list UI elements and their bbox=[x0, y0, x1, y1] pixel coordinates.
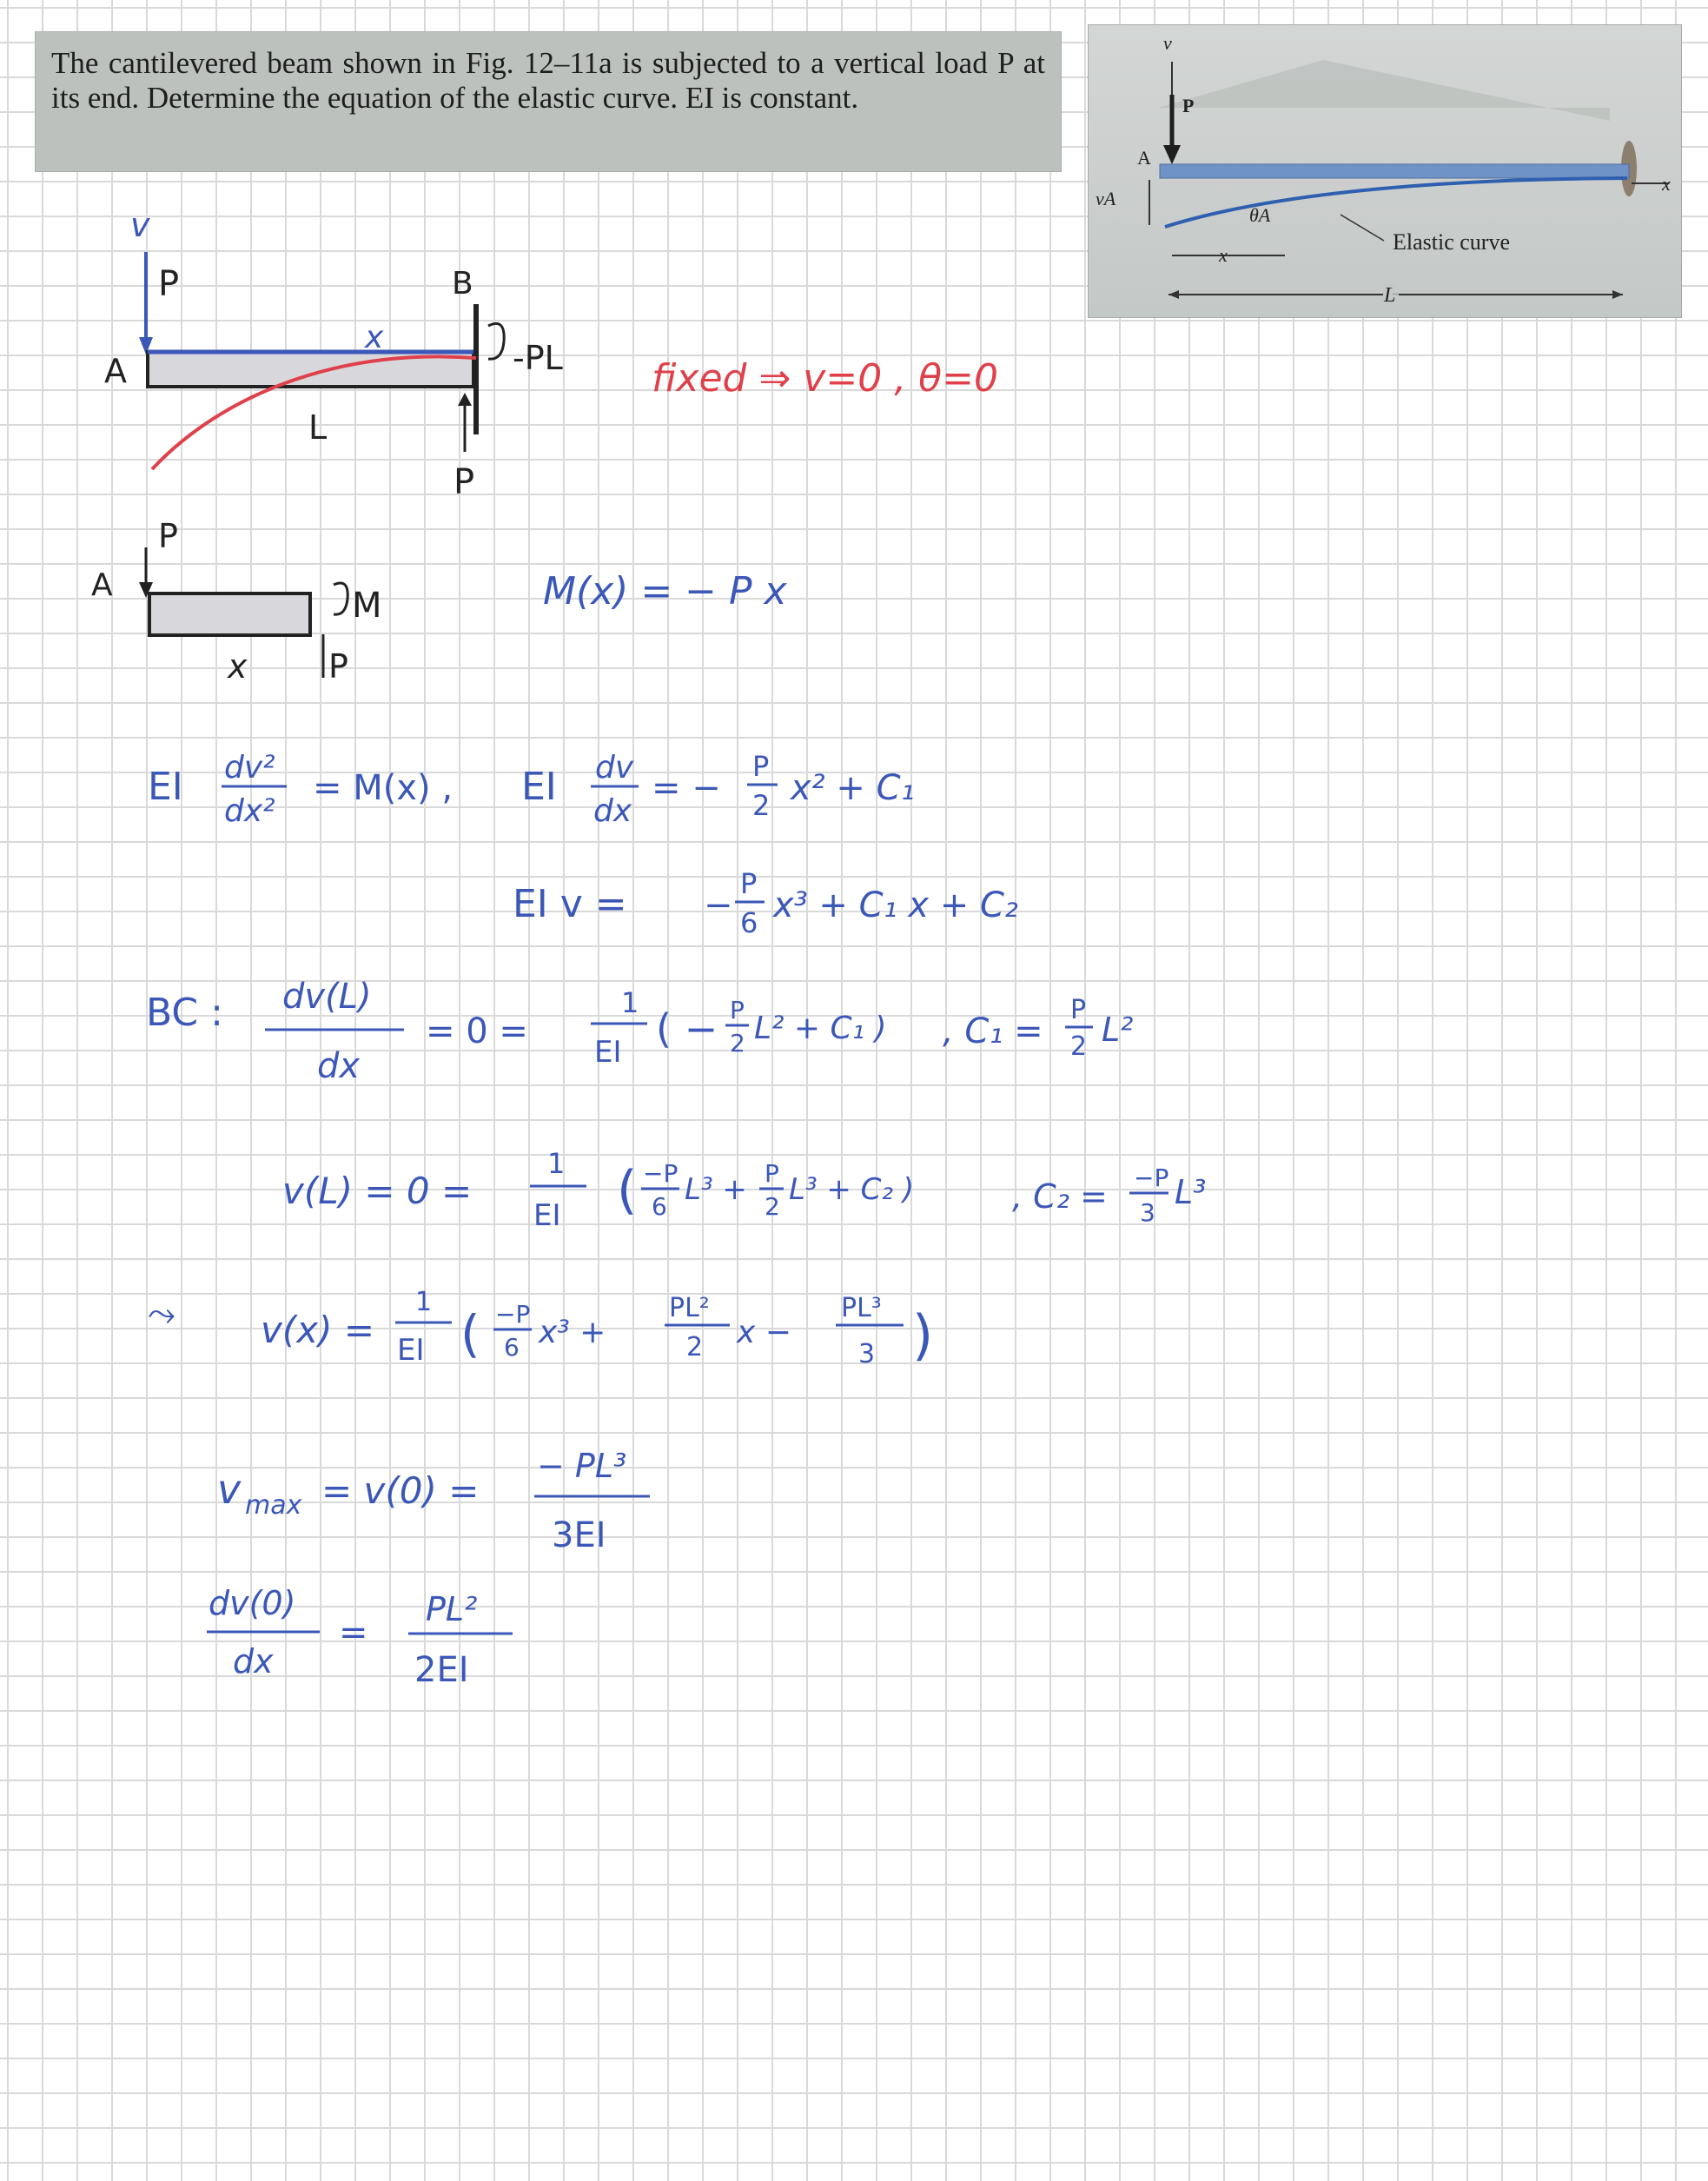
bc1-c1-den: 2 bbox=[1070, 1031, 1088, 1062]
eq1-denominator: dx² bbox=[224, 793, 275, 829]
vmax-denominator: 3EI bbox=[552, 1515, 606, 1555]
bc1-EI: EI bbox=[594, 1035, 622, 1070]
bc1-p-den: 2 bbox=[730, 1029, 745, 1057]
free-body-diagram bbox=[91, 517, 788, 686]
load-P-label: P bbox=[1182, 95, 1195, 116]
solution-f3-den: 3 bbox=[858, 1339, 876, 1369]
solution-f1-den: 6 bbox=[504, 1333, 520, 1362]
eq2-tail: x² + C₁ bbox=[791, 768, 915, 808]
fbd-moment-label: M bbox=[352, 586, 382, 626]
eq1-numerator: dv² bbox=[224, 750, 275, 786]
solution-open: ( bbox=[460, 1304, 480, 1363]
eq3-frac-den: 6 bbox=[740, 906, 758, 939]
sketch-moment-label: -PL bbox=[513, 339, 563, 377]
beam-sketch bbox=[104, 206, 998, 502]
x-dimension-label: x bbox=[1219, 244, 1228, 266]
slope-numerator: dv(0) bbox=[209, 1584, 296, 1622]
boundary-condition-2 bbox=[282, 1147, 1206, 1233]
bc2-tail: L³ + C₂ ) bbox=[789, 1172, 915, 1207]
sketch-x-label: x bbox=[365, 320, 384, 355]
bc1-c1-num: P bbox=[1070, 995, 1087, 1025]
sketch-load-label: P bbox=[158, 264, 180, 304]
eq1-rhs: = M(x) , bbox=[313, 768, 453, 808]
x-axis-label: x bbox=[1662, 173, 1671, 195]
solution-lhs: v(x) = bbox=[261, 1309, 375, 1351]
eq2-denominator: dx bbox=[593, 793, 632, 829]
solution-arrow: ⤳ bbox=[148, 1294, 175, 1334]
bc2-f2-den: 2 bbox=[765, 1192, 780, 1221]
bc2-c2-den: 3 bbox=[1140, 1198, 1155, 1227]
sketch-point-B: B bbox=[452, 266, 473, 302]
sketch-v-label: v bbox=[130, 206, 150, 244]
eq2-numerator: dv bbox=[595, 750, 634, 786]
bc2-c2-label: , C₂ = bbox=[1012, 1177, 1108, 1216]
solution-EI: EI bbox=[397, 1333, 425, 1368]
eq2-EI: EI bbox=[521, 765, 557, 809]
fbd-x-label: x bbox=[228, 647, 248, 686]
L-dimension-label: L bbox=[1384, 284, 1396, 307]
bc1-tail: L² + C₁ ) bbox=[754, 1011, 887, 1046]
vmax-v: v bbox=[217, 1466, 242, 1513]
eq3-frac-num: P bbox=[740, 867, 758, 900]
fixed-support-note: fixed ⇒ v=0 , θ=0 bbox=[652, 356, 998, 401]
solution-close: ) bbox=[912, 1303, 934, 1367]
fbd-reaction-label: P bbox=[328, 647, 348, 686]
bc1-paren: ( − bbox=[656, 1005, 718, 1052]
vA-label: vA bbox=[1096, 188, 1116, 209]
sketch-length-label: L bbox=[308, 408, 328, 447]
bc-label: BC : bbox=[146, 991, 223, 1035]
solution-t1: x³ + bbox=[539, 1315, 606, 1350]
thetaA-label: θA bbox=[1249, 204, 1271, 226]
bc2-f1-den: 6 bbox=[652, 1192, 667, 1221]
slope-rhs-denominator: 2EI bbox=[414, 1650, 469, 1690]
slope-rhs-numerator: PL² bbox=[426, 1590, 478, 1628]
bc2-f1-num: −P bbox=[643, 1159, 679, 1188]
boundary-condition-1 bbox=[146, 977, 1133, 1086]
point-A-label: A bbox=[1137, 147, 1151, 169]
fbd-beam-segment bbox=[149, 593, 310, 635]
elastic-curve-label: Elastic curve bbox=[1393, 229, 1510, 255]
bc1-denominator: dx bbox=[317, 1046, 361, 1086]
bc2-one: 1 bbox=[547, 1147, 566, 1180]
bc1-p-num: P bbox=[730, 996, 745, 1024]
bc2-c2-tail: L³ bbox=[1175, 1173, 1207, 1211]
fbd-point-A: A bbox=[91, 567, 113, 603]
sketch-reaction-arrowhead bbox=[458, 393, 472, 406]
solution-one: 1 bbox=[415, 1287, 433, 1317]
fbd-load-label: P bbox=[158, 517, 178, 555]
sketch-reaction-label: P bbox=[453, 462, 475, 502]
bc1-middle: = 0 = bbox=[426, 1011, 528, 1051]
problem-statement: The cantilevered beam shown in Fig. 12–11a is subjected to a vertical load P at its end. Determine the equation of the elastic curve. EI is constant. bbox=[51, 46, 1045, 115]
bc2-EI: EI bbox=[533, 1198, 561, 1233]
bc2-middle: L³ + bbox=[685, 1172, 747, 1207]
sketch-point-A: A bbox=[104, 352, 127, 390]
eq2-equals: = − bbox=[652, 768, 721, 808]
vmax-middle: = v(0) = bbox=[321, 1469, 480, 1512]
solution-t2: x − bbox=[737, 1315, 791, 1350]
bc1-numerator: dv(L) bbox=[282, 977, 372, 1017]
sketch-moment-arrow bbox=[488, 323, 504, 359]
solution-f1-num: −P bbox=[495, 1300, 531, 1329]
v-axis-label: v bbox=[1163, 32, 1172, 54]
eq1-EI: EI bbox=[148, 765, 183, 809]
vmax-numerator: − PL³ bbox=[537, 1447, 627, 1485]
slope-denominator: dx bbox=[233, 1642, 274, 1680]
eq2-frac-num: P bbox=[752, 750, 770, 783]
eq2-frac-den: 2 bbox=[752, 789, 771, 822]
vmax-subscript: max bbox=[245, 1490, 302, 1521]
moment-equation: M(x) = − P x bbox=[543, 569, 787, 613]
bc1-c1-tail: L² bbox=[1102, 1011, 1134, 1049]
bc2-f2-num: P bbox=[765, 1159, 779, 1188]
equation-line-2 bbox=[513, 867, 1018, 939]
bc2-c2-num: −P bbox=[1134, 1163, 1169, 1192]
eq3-tail: x³ + C₁ x + C₂ bbox=[773, 885, 1018, 925]
solution-f2-den: 2 bbox=[686, 1332, 704, 1362]
bc2-open: ( bbox=[617, 1160, 638, 1221]
eq3-lhs: EI v = bbox=[513, 882, 627, 926]
slope-at-A bbox=[207, 1584, 513, 1690]
equation-line-1 bbox=[148, 750, 915, 829]
bc1-c1-label: , C₁ = bbox=[943, 1011, 1043, 1051]
bc1-one: 1 bbox=[621, 986, 639, 1019]
elastic-curve-solution bbox=[148, 1287, 933, 1369]
bc2-lhs: v(L) = 0 = bbox=[282, 1170, 473, 1212]
fbd-moment-arrow bbox=[334, 583, 348, 614]
slope-equals: = bbox=[339, 1613, 368, 1653]
max-deflection bbox=[217, 1447, 650, 1555]
eq3-minus: − bbox=[704, 885, 733, 925]
solution-f2-num: PL² bbox=[669, 1293, 710, 1323]
solution-f3-num: PL³ bbox=[841, 1293, 882, 1323]
